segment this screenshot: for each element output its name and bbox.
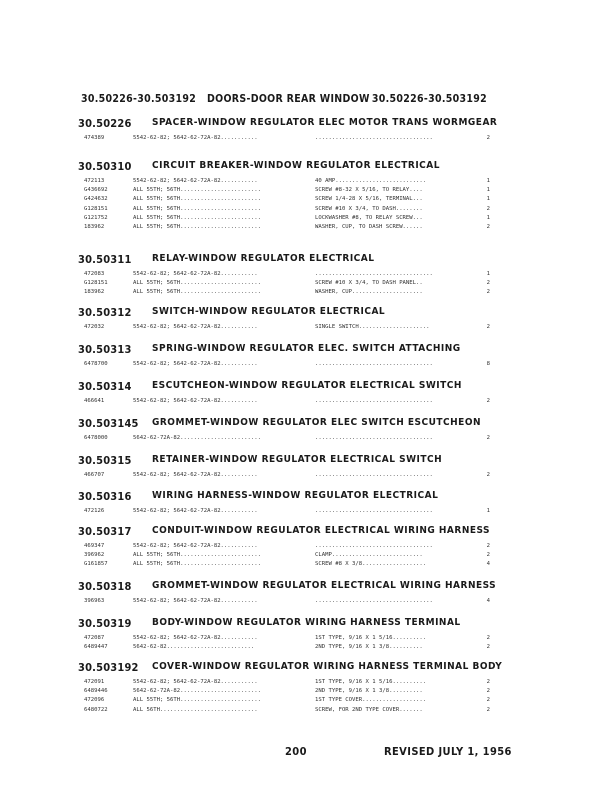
parts-section [78, 617, 490, 652]
parts-section [78, 661, 503, 715]
section-heading [78, 343, 490, 359]
part-row [78, 223, 490, 232]
parts-section [78, 454, 490, 480]
part-number: 472091 [84, 679, 105, 685]
part-row [78, 323, 490, 332]
part-description: ................................... [315, 435, 433, 441]
part-number: 183962 [84, 223, 105, 230]
part-description: SCREW #8 X 3/8................... [315, 561, 427, 568]
quantity: 2 [486, 688, 490, 695]
section-number: 30.50312 [78, 306, 132, 319]
page-number: 200 [285, 745, 307, 758]
part-row [78, 507, 490, 516]
part-row [78, 643, 490, 652]
part-row [78, 597, 490, 606]
part-row [78, 360, 490, 369]
part-description: SCREW 1/4-28 X 5/16, TERMINAL... [315, 196, 423, 203]
part-row [78, 397, 490, 406]
section-rows [78, 134, 490, 143]
part-number: 474389 [84, 135, 105, 141]
header-title: DOORS-DOOR REAR WINDOW [207, 93, 370, 105]
parts-section [78, 380, 490, 406]
model-list: 5642-62-82.......................... [133, 644, 255, 651]
quantity: 8 [486, 361, 490, 367]
section-title: SPACER-WINDOW REGULATOR ELEC MOTOR TRANS WORMGEAR [152, 117, 498, 128]
section-title: ESCUTCHEON-WINDOW REGULATOR ELECTRICAL SWITCH [152, 380, 462, 391]
section-heading [78, 160, 490, 176]
part-row [78, 560, 490, 569]
section-rows [78, 678, 490, 715]
part-number: 396962 [84, 552, 105, 559]
section-title: SPRING-WINDOW REGULATOR ELEC. SWITCH ATTACHING [152, 343, 461, 354]
section-number: 30.50317 [78, 525, 132, 538]
part-description: LOCKWASHER #8, TO RELAY SCREW... [315, 214, 423, 221]
model-list: 5542-62-82; 5642-62-72A-82........... [133, 598, 258, 604]
quantity: 1 [486, 178, 490, 184]
section-heading [78, 580, 497, 596]
section-heading [78, 490, 490, 506]
part-description: SCREW #8-32 X 5/16, TO RELAY.... [315, 187, 423, 194]
part-number: G128151 [84, 205, 108, 212]
section-heading [78, 525, 490, 541]
model-list: 5642-62-72A-82........................ [133, 435, 261, 441]
section-number: 30.50318 [78, 580, 132, 593]
part-description: 2ND TYPE, 9/16 X 1 3/8.......... [315, 644, 423, 651]
quantity: 1 [486, 196, 490, 203]
part-number: 6478700 [84, 361, 108, 367]
model-list: ALL 55TH; 56TH........................ [133, 280, 261, 287]
part-row [78, 186, 490, 195]
section-number: 30.50316 [78, 490, 132, 503]
part-row [78, 270, 490, 279]
parts-section [78, 160, 490, 232]
part-description: ................................... [315, 543, 433, 549]
part-description: SINGLE SWITCH..................... [315, 324, 430, 330]
quantity: 2 [486, 435, 490, 441]
model-list: ALL 55TH; 56TH........................ [133, 187, 261, 194]
section-title: COVER-WINDOW REGULATOR WIRING HARNESS TERMINAL BODY [152, 661, 503, 672]
section-number: 30.50319 [78, 617, 132, 630]
part-number: 466707 [84, 472, 105, 478]
section-rows [78, 270, 490, 298]
quantity: 2 [486, 679, 490, 685]
part-row [78, 696, 490, 705]
section-rows [78, 360, 490, 369]
part-description: 1ST TYPE, 9/16 X 1 5/16.......... [315, 679, 427, 685]
part-number: 472096 [84, 697, 105, 704]
section-title: GROMMET-WINDOW REGULATOR ELECTRICAL WIRING HARNESS [152, 580, 497, 591]
part-number: 472087 [84, 635, 105, 641]
part-description: ................................... [315, 472, 433, 478]
part-number: G128151 [84, 280, 108, 287]
section-heading [78, 306, 490, 322]
part-row [78, 471, 490, 480]
part-description: SCREW, FOR 2ND TYPE COVER....... [315, 706, 423, 713]
quantity: 2 [486, 223, 490, 230]
quantity: 2 [486, 324, 490, 330]
header-range-right: 30.50226-30.503192 [371, 93, 487, 105]
quantity: 4 [486, 561, 490, 568]
parts-section [78, 580, 497, 606]
part-description: CLAMP........................... [315, 552, 423, 559]
part-number: 6489447 [84, 644, 108, 651]
section-rows [78, 634, 490, 652]
section-rows [78, 471, 490, 480]
part-number: G121752 [84, 214, 108, 221]
model-list: ALL 55TH; 56TH........................ [133, 697, 261, 704]
section-number: 30.50313 [78, 343, 132, 356]
section-title: RETAINER-WINDOW REGULATOR ELECTRICAL SWITCH [152, 454, 443, 465]
section-rows [78, 597, 490, 606]
section-number: 30.50314 [78, 380, 132, 393]
part-row [78, 177, 490, 186]
model-list: ALL 55TH; 56TH........................ [133, 289, 261, 296]
part-description: SCREW #10 X 3/4, TO DASH PANEL.. [315, 280, 423, 287]
model-list: ALL 55TH; 56TH........................ [133, 552, 261, 559]
part-number: 472126 [84, 508, 105, 514]
part-row [78, 214, 490, 223]
section-title: GROMMET-WINDOW REGULATOR ELEC SWITCH ESCUTCHEON [152, 417, 482, 428]
section-title: RELAY-WINDOW REGULATOR ELECTRICAL [152, 253, 375, 264]
quantity: 1 [486, 271, 490, 277]
parts-section [78, 253, 490, 298]
part-row [78, 134, 490, 143]
model-list: 5542-62-82; 5642-62-72A-82........... [133, 135, 258, 141]
section-heading [78, 617, 490, 633]
section-heading [78, 253, 490, 269]
section-heading [78, 417, 490, 433]
model-list: ALL 55TH; 56TH........................ [133, 205, 261, 212]
quantity: 2 [486, 472, 490, 478]
section-title: CIRCUIT BREAKER-WINDOW REGULATOR ELECTRICAL [152, 160, 440, 171]
quantity: 2 [486, 205, 490, 212]
model-list: 5542-62-82; 5642-62-72A-82........... [133, 472, 258, 478]
part-description: ................................... [315, 598, 433, 604]
parts-section [78, 417, 490, 443]
part-number: 396963 [84, 598, 105, 604]
part-number: 469347 [84, 543, 105, 549]
quantity: 2 [486, 697, 490, 704]
model-list: 5542-62-82; 5642-62-72A-82........... [133, 635, 258, 641]
model-list: ALL 55TH; 56TH........................ [133, 561, 261, 568]
model-list: 5542-62-82; 5642-62-72A-82........... [133, 178, 258, 184]
model-list: 5542-62-82; 5642-62-72A-82........... [133, 324, 258, 330]
section-heading [78, 661, 503, 677]
model-list: ALL 55TH; 56TH........................ [133, 214, 261, 221]
part-row [78, 195, 490, 204]
quantity: 2 [486, 289, 490, 296]
parts-section [78, 306, 490, 332]
part-number: 6478000 [84, 435, 108, 441]
part-description: ................................... [315, 271, 433, 277]
part-description: SCREW #10 X 3/4, TO DASH........ [315, 205, 423, 212]
part-description: ................................... [315, 398, 433, 404]
section-rows [78, 177, 490, 232]
part-number: 472113 [84, 178, 105, 184]
section-title: SWITCH-WINDOW REGULATOR ELECTRICAL [152, 306, 386, 317]
quantity: 2 [486, 635, 490, 641]
part-row [78, 551, 490, 560]
model-list: 5542-62-82; 5642-62-72A-82........... [133, 508, 258, 514]
part-description: WASHER, CUP, TO DASH SCREW...... [315, 223, 423, 230]
part-number: 6480722 [84, 706, 108, 713]
section-title: BODY-WINDOW REGULATOR WIRING HARNESS TERMINAL [152, 617, 461, 628]
section-number: 30.50226 [78, 117, 132, 130]
part-row [78, 288, 490, 297]
part-description: ................................... [315, 135, 433, 141]
parts-section [78, 343, 490, 369]
revision-date: REVISED JULY 1, 1956 [384, 745, 512, 758]
part-description: 1ST TYPE COVER................... [315, 697, 427, 704]
part-description: 40 AMP........................... [315, 178, 427, 184]
part-row [78, 634, 490, 643]
quantity: 2 [486, 552, 490, 559]
part-number: 472032 [84, 324, 105, 330]
part-description: ................................... [315, 508, 433, 514]
part-description: 2ND TYPE, 9/16 X 1 3/8.......... [315, 688, 423, 695]
section-title: WIRING HARNESS-WINDOW REGULATOR ELECTRICAL [152, 490, 439, 501]
section-number: 30.50311 [78, 253, 132, 266]
part-row [78, 279, 490, 288]
quantity: 1 [486, 214, 490, 221]
section-number: 30.50310 [78, 160, 132, 173]
part-row [78, 205, 490, 214]
section-title: CONDUIT-WINDOW REGULATOR ELECTRICAL WIRING HARNESS [152, 525, 491, 536]
parts-section [78, 117, 498, 143]
quantity: 2 [486, 706, 490, 713]
model-list: 5542-62-82; 5642-62-72A-82........... [133, 398, 258, 404]
model-list: ALL 55TH; 56TH........................ [133, 223, 261, 230]
model-list: 5542-62-82; 5642-62-72A-82........... [133, 679, 258, 685]
part-number: 472083 [84, 271, 105, 277]
part-number: 6489446 [84, 688, 108, 695]
section-rows [78, 323, 490, 332]
section-heading [78, 454, 490, 470]
section-number: 30.503145 [78, 417, 139, 430]
quantity: 4 [486, 598, 490, 604]
header-range-left: 30.50226-30.503192 [81, 93, 197, 105]
quantity: 2 [486, 135, 490, 141]
quantity: 1 [486, 508, 490, 514]
section-rows [78, 434, 490, 443]
model-list: ALL 55TH; 56TH........................ [133, 196, 261, 203]
quantity: 1 [486, 187, 490, 194]
section-heading [78, 117, 498, 133]
section-number: 30.503192 [78, 661, 139, 674]
part-description: 1ST TYPE, 9/16 X 1 5/16.......... [315, 635, 427, 641]
quantity: 2 [486, 280, 490, 287]
model-list: 5542-62-82; 5642-62-72A-82........... [133, 361, 258, 367]
parts-section [78, 490, 490, 516]
part-row [78, 542, 490, 551]
parts-section [78, 525, 490, 570]
model-list: 5542-62-82; 5642-62-72A-82........... [133, 543, 258, 549]
section-number: 30.50315 [78, 454, 132, 467]
page-header [81, 93, 487, 109]
model-list: 5542-62-82; 5642-62-72A-82........... [133, 271, 258, 277]
model-list: ALL 56TH............................. [133, 706, 258, 713]
part-description: WASHER, CUP..................... [315, 289, 423, 296]
quantity: 2 [486, 543, 490, 549]
section-heading [78, 380, 490, 396]
quantity: 2 [486, 644, 490, 651]
part-row [78, 678, 490, 687]
quantity: 2 [486, 398, 490, 404]
part-number: G436692 [84, 187, 108, 194]
section-rows [78, 507, 490, 516]
part-number: G424632 [84, 196, 108, 203]
section-rows [78, 397, 490, 406]
part-description: ................................... [315, 361, 433, 367]
part-row [78, 434, 490, 443]
part-number: G161857 [84, 561, 108, 568]
part-row [78, 687, 490, 696]
section-rows [78, 542, 490, 570]
model-list: 5642-62-72A-82........................ [133, 688, 261, 695]
part-number: 466641 [84, 398, 105, 404]
part-number: 183962 [84, 289, 105, 296]
part-row [78, 706, 490, 715]
